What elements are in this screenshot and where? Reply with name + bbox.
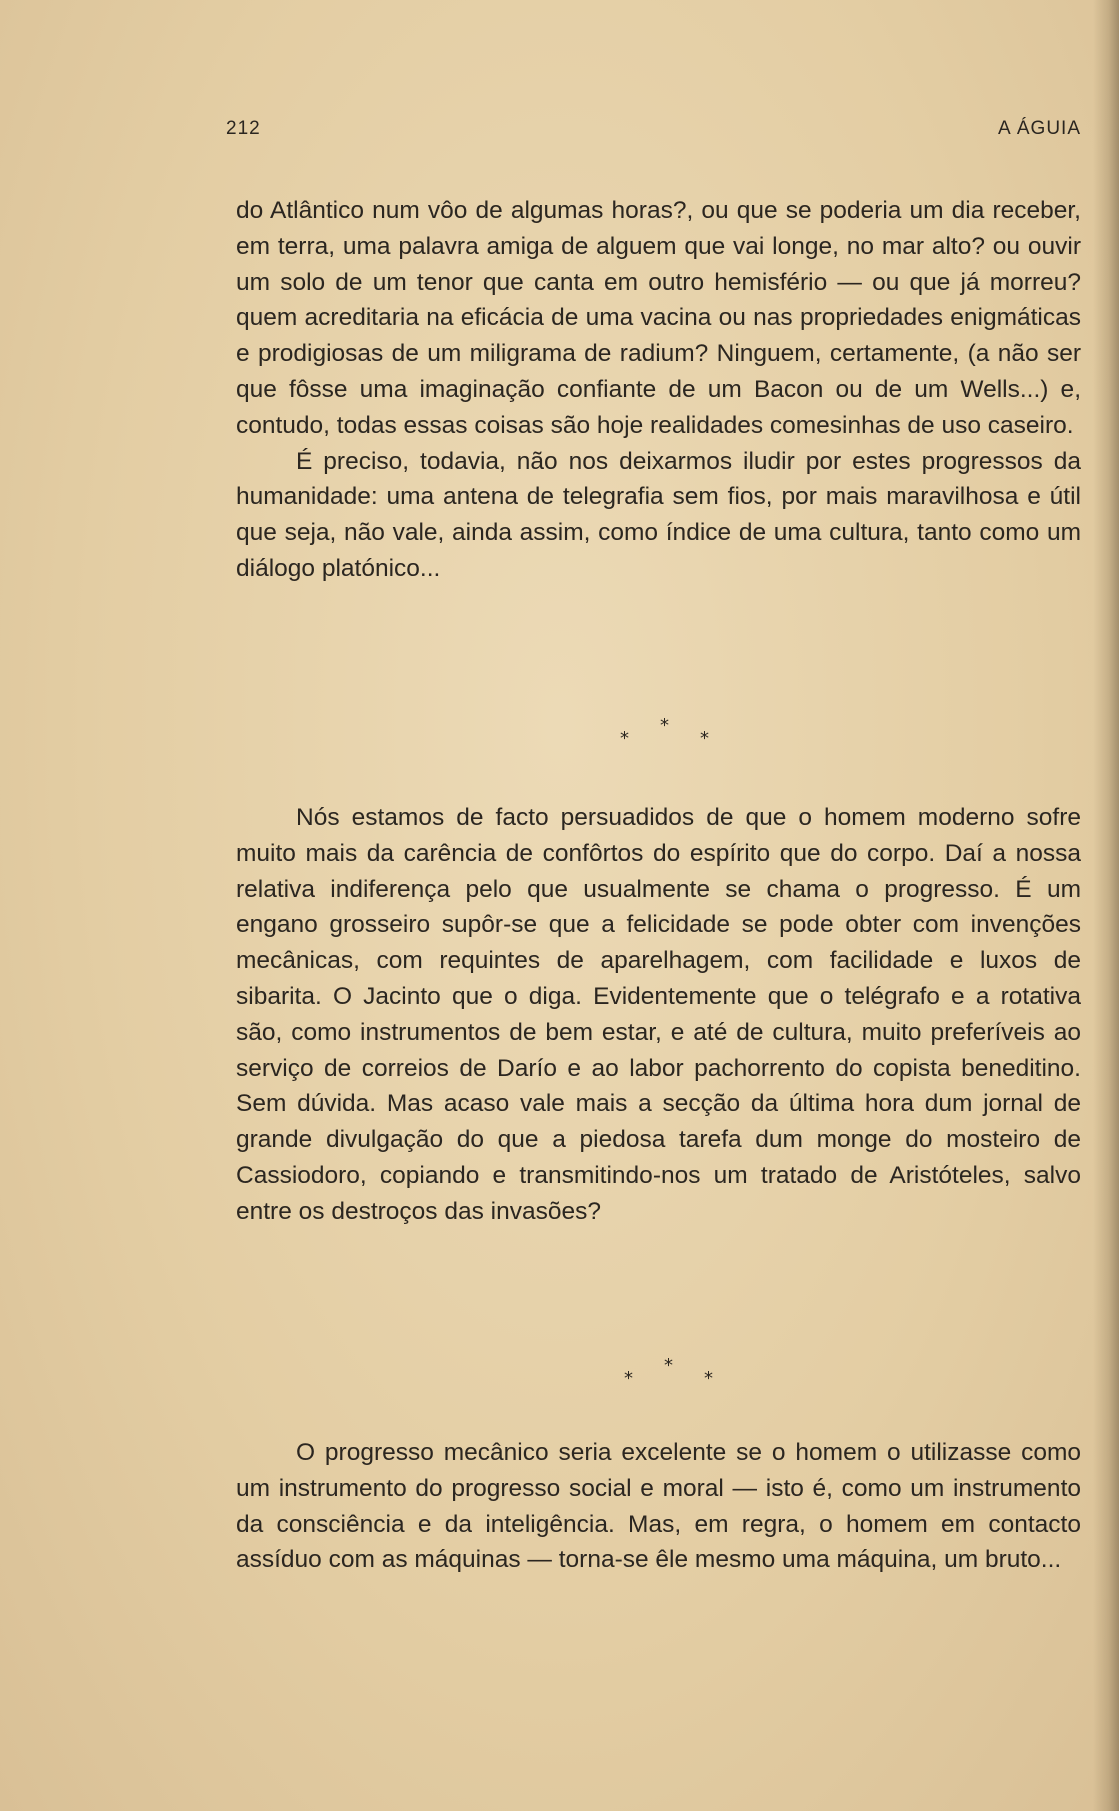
paragraph-3: Nós estamos de facto persuadidos de que o homem moderno sofre muito mais da carência de confôrtos do espírito que do corpo. Daí a nossa relativa indiferença pelo que usualmente se chama o progresso. É um engano grosseiro supôr-se que a felicidade se pode obter com invenções mecânicas, com requintes de aparelhagem, com facilidade e luxos de sibarita. O Jacinto que o diga. Evidentemente que o telégrafo e a rotativa são, como instrumentos de bem estar, e até de cultura, muito preferíveis ao serviço de correios de Darío e ao labor pachorrento do copista beneditino. Sem dúvida. Mas acaso vale mais a secção da última hora dum jornal de grande divulgação do que a piedosa tarefa dum monge do mosteiro de Cassiodoro, copiando e transmitindo-nos um tratado de Aristóteles, salvo entre os destroços das invasões?: [236, 804, 1081, 1225]
text-block-2: [236, 800, 1081, 1230]
asterisk-right: *: [704, 1368, 713, 1389]
binding-shadow: [1093, 0, 1119, 1811]
paragraph-2: É preciso, todavia, não nos deixarmos iludir por estes progressos da humanidade: uma antena de telegrafia sem fios, por mais maravilhosa e útil que seja, não vale, ainda assim, como índice de uma cultura, tanto como um diálogo platónico...: [236, 447, 1081, 582]
running-title: A ÁGUIA: [997, 118, 1081, 139]
section-separator-2: [600, 1355, 730, 1415]
paragraph-4: O progresso mecânico seria excelente se o homem o utilizasse como um instrumento do progresso social e moral — isto é, como um instrumento da consciência e da inteligência. Mas, em regra, o homem em contacto assíduo com as máquinas — torna-se êle mesmo uma máquina, um bruto...: [236, 1439, 1081, 1574]
asterisk-top: *: [664, 1355, 673, 1376]
asterisk-left: *: [620, 728, 629, 749]
asterisk-right: *: [700, 728, 709, 749]
text-block-3: [236, 1435, 1081, 1578]
page-number: 212: [226, 118, 261, 139]
paragraph-1: do Atlântico num vôo de algumas horas?, ou que se poderia um dia receber, em terra, uma palavra amiga de alguem que vai longe, no mar alto? ou ouvir um solo de um tenor que canta em outro hemisfério — ou que já morreu? quem acreditaria na eficácia de uma vacina ou nas propriedades enigmáticas e prodigiosas de um miligrama de radium? Ninguem, certamente, (a não ser que fôsse uma imaginação confiante de um Bacon ou de um Wells...) e, contudo, todas essas coisas são hoje realidades comesinhas de uso caseiro.: [236, 197, 1081, 439]
section-separator-1: [600, 715, 730, 775]
asterisk-left: *: [624, 1368, 633, 1389]
page-header: [226, 118, 1081, 148]
asterisk-top: *: [660, 715, 669, 736]
text-block-1: [236, 193, 1081, 587]
